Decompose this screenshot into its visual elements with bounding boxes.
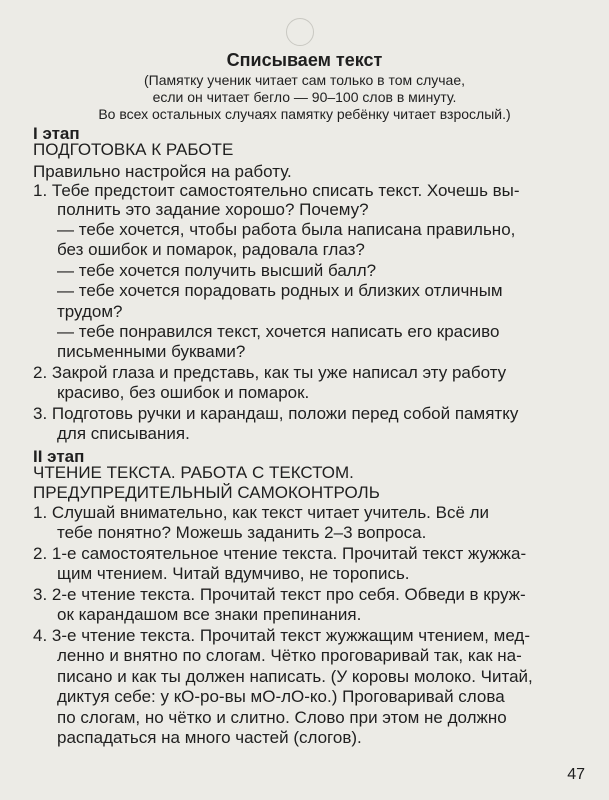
page-title: Списываем текст	[226, 50, 383, 70]
stage-1-heading: ПОДГОТОВКА К РАБОТЕ	[33, 140, 234, 159]
text-line: — тебе хочется порадовать родных и близких отличным	[57, 281, 503, 300]
text-line: 3. 2-е чтение текста. Прочитай текст про себя. Обведи в круж-	[33, 585, 526, 604]
text-line: 1. Слушай внимательно, как текст читает учитель. Всё ли	[33, 503, 490, 522]
text-line: по слогам, но чётко и слитно. Слово при этом не должно	[57, 708, 507, 727]
text-line: для списывания.	[57, 424, 190, 443]
bleed-through-mark	[286, 18, 314, 46]
text-line: тебе понятно? Можешь заданить 2–3 вопроса.	[57, 523, 427, 542]
stage-1-label: I этап	[33, 124, 80, 143]
page-number: 47	[567, 766, 585, 783]
note-line: (Памятку ученик читает сам только в том случае,	[144, 72, 465, 88]
text-line: полнить это задание хорошо? Почему?	[57, 200, 369, 219]
text-line: 4. 3-е чтение текста. Прочитай текст жужжащим чтением, мед-	[33, 626, 530, 645]
note-line: если он читает бегло — 90–100 слов в минуту.	[152, 89, 457, 105]
text-line: красиво, без ошибок и помарок.	[57, 383, 310, 402]
text-line: распадаться на много частей (слогов).	[57, 728, 362, 747]
text-line: писано и как ты должен написать. (У коровы молоко. Читай,	[57, 667, 533, 686]
text-line: 1. Тебе предстоит самостоятельно списать текст. Хочешь вы-	[33, 181, 520, 200]
text-line: трудом?	[57, 302, 123, 321]
stage-2-heading: ПРЕДУПРЕДИТЕЛЬНЫЙ САМОКОНТРОЛЬ	[33, 483, 380, 502]
note-line: Во всех остальных случаях памятку ребёнку читает взрослый.)	[98, 106, 511, 122]
text-line: ок карандашом все знаки препинания.	[57, 605, 362, 624]
text-line: Правильно настройся на работу.	[33, 162, 292, 181]
text-line: 2. 1-е самостоятельное чтение текста. Прочитай текст жужжа-	[33, 544, 527, 563]
text-line: — тебе хочется получить высший балл?	[57, 261, 377, 280]
text-line: 3. Подготовь ручки и карандаш, положи перед собой памятку	[33, 404, 519, 423]
stage-2-heading: ЧТЕНИЕ ТЕКСТА. РАБОТА С ТЕКСТОМ.	[33, 463, 354, 482]
text-line: ленно и внятно по слогам. Чётко проговаривай так, как на-	[57, 646, 522, 665]
text-line: — тебе понравился текст, хочется написать его красиво	[57, 322, 500, 341]
text-line: 2. Закрой глаза и представь, как ты уже написал эту работу	[33, 363, 507, 382]
text-line: — тебе хочется, чтобы работа была написана правильно,	[57, 220, 516, 239]
text-line: письменными буквами?	[57, 342, 246, 361]
text-line: без ошибок и помарок, радовала глаз?	[57, 240, 365, 259]
text-line: щим чтением. Читай вдумчиво, не торопись.	[57, 564, 410, 583]
stage-2-label: II этап	[33, 447, 85, 466]
text-line: диктуя себе: у кО-ро-вы мО-лО-ко.) Проговаривай слова	[57, 687, 505, 706]
